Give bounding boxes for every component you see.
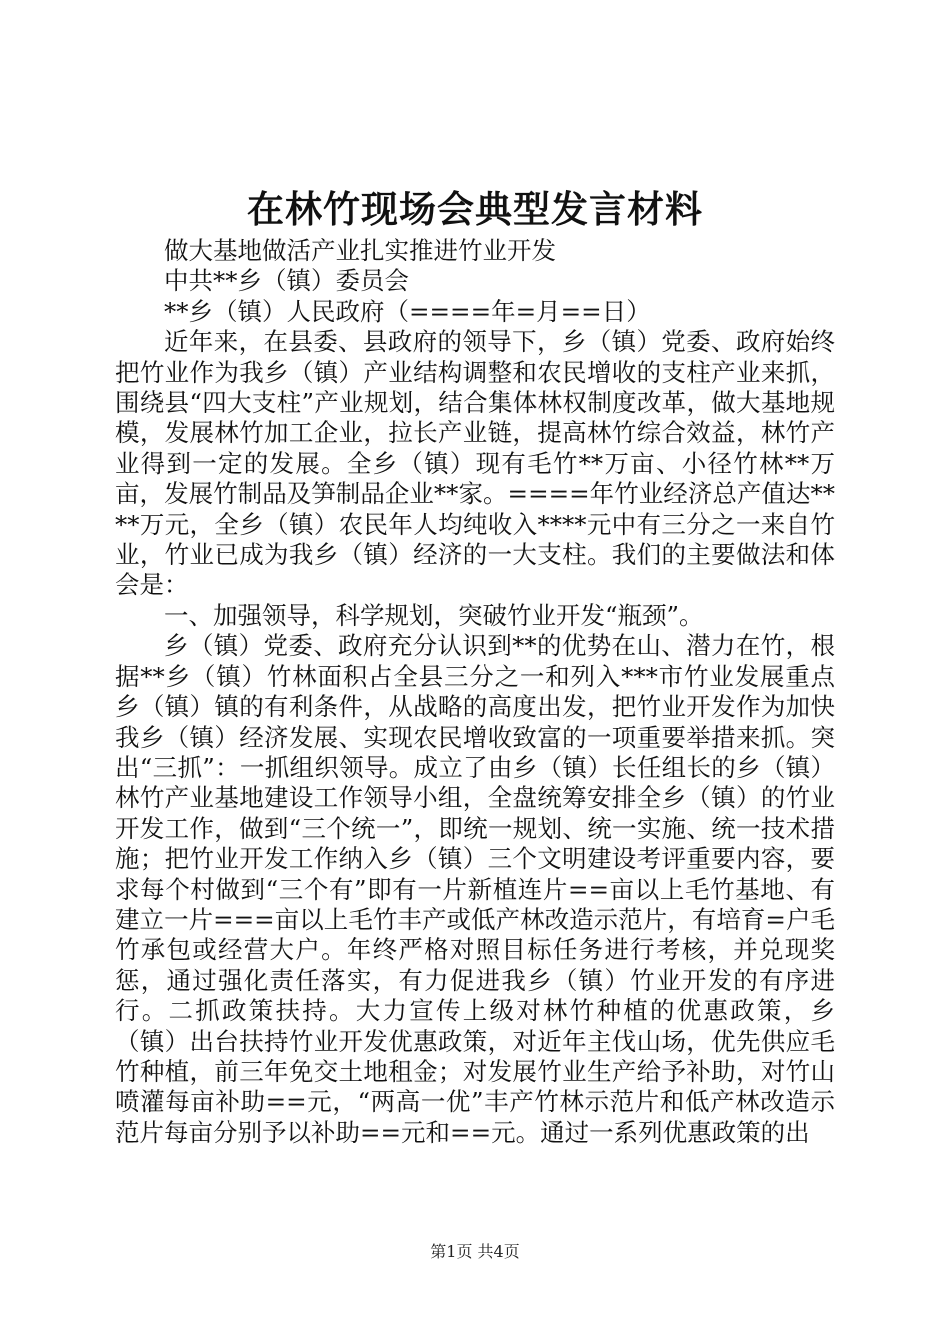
subtitle-line: 中共**乡（镇）委员会: [164, 266, 409, 296]
section-heading: 一、加强领导，科学规划，突破竹业开发“瓶颈”。: [164, 600, 704, 630]
document-title: 在林竹现场会典型发言材料: [247, 187, 703, 231]
document-body: [115, 206, 835, 1148]
subtitle-line: **乡（镇）人民政府（====年=月==日）: [164, 296, 651, 326]
title-gap: [115, 206, 835, 236]
body-paragraph: 近年来，在县委、县政府的领导下，乡（镇）党委、政府始终把竹业作为我乡（镇）产业结构调整和农民增收的支柱产业来抓，围绕县“四大支柱”产业规划，结合集体林权制度改革，做大基地规模，发展林竹加工企业，拉长产业链，提高林竹综合效益，林竹产业得到一定的发展。全乡（镇）现有毛竹**万亩、小径竹林**万亩，发展竹制品及笋制品企业**家。====年竹业经济总产值达****万元，全乡（镇）农民年人均纯收入****元中有三分之一来自竹业，竹业已成为我乡（镇）经济的一大支柱。我们的主要做法和体会是：: [115, 327, 835, 600]
page-indicator: 第1页 共4页: [430, 1242, 520, 1261]
body-paragraph: 乡（镇）党委、政府充分认识到**的优势在山、潜力在竹，根据**乡（镇）竹林面积占全县三分之一和列入***市竹业发展重点乡（镇）镇的有利条件，从战略的高度出发，把竹业开发作为加快我乡（镇）经济发展、实现农民增收致富的一项重要举措来抓。突出“三抓”：一抓组织领导。成立了由乡（镇）长任组长的乡（镇）林竹产业基地建设工作领导小组，全盘统筹安排全乡（镇）的竹业开发工作，做到“三个统一”，即统一规划、统一实施、统一技术措施；把竹业开发工作纳入乡（镇）三个文明建设考评重要内容，要求每个村做到“三个有”即有一片新植连片==亩以上毛竹基地、有建立一片===亩以上毛竹丰产或低产林改造示范片，有培育=户毛竹承包或经营大户。年终严格对照目标任务进行考核，并兑现奖惩，通过强化责任落实，有力促进我乡（镇）竹业开发的有序进行。二抓政策扶持。大力宣传上级对林竹种植的优惠政策，乡（镇）出台扶持竹业开发优惠政策，对近年主伐山场，优先供应毛竹种植，前三年免交土地租金；对发展竹业生产给予补助，对竹山喷灌每亩补助==元，“两高一优”丰产竹林示范片和低产林改造示范片每亩分别予以补助==元和==元。通过一系列优惠政策的出: [115, 631, 835, 1147]
subtitle-line: 做大基地做活产业扎实推进竹业开发: [164, 236, 556, 265]
